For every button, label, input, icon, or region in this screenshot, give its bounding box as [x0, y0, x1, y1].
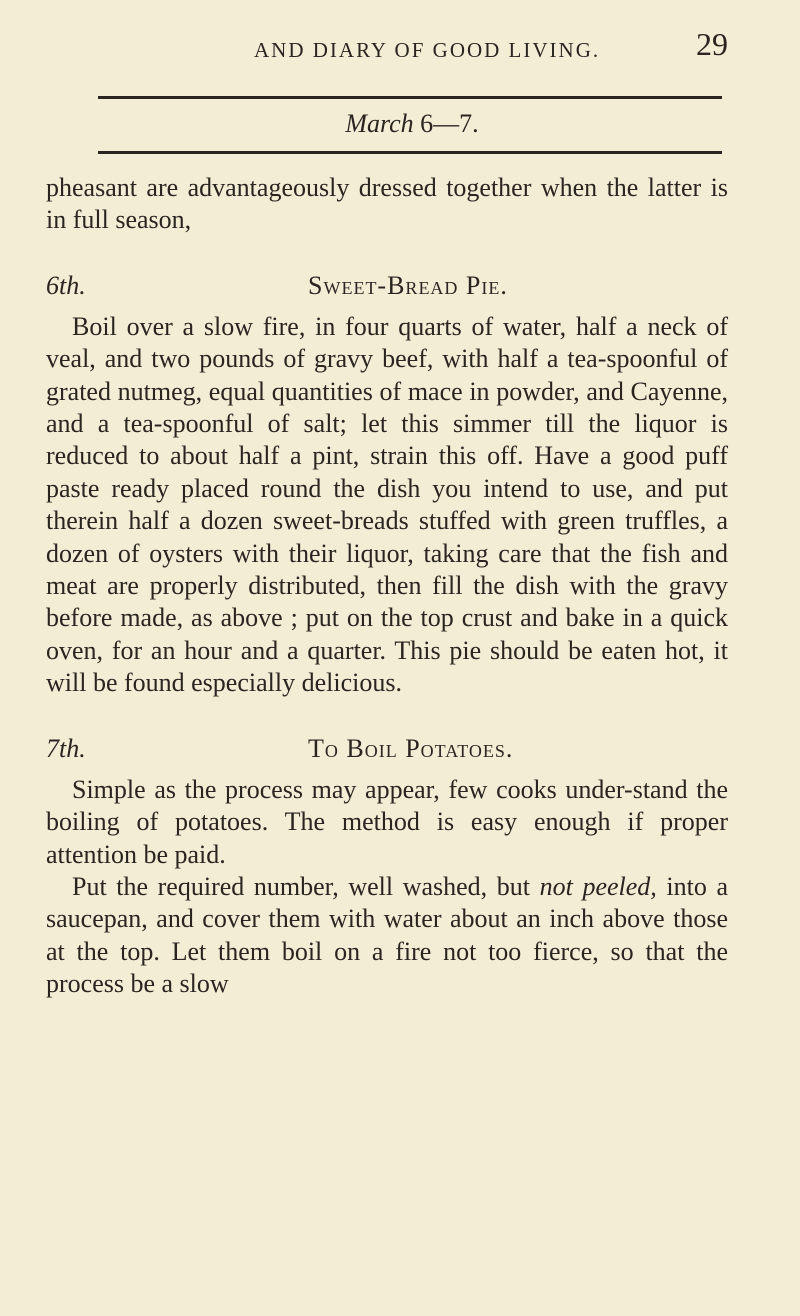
entry-title-7: To Boil Potatoes. — [308, 733, 514, 763]
page-number: 29 — [696, 26, 728, 62]
entry-heading-7 — [46, 734, 728, 764]
entry-body-7-para-2 — [46, 871, 728, 1001]
entry-heading-6 — [46, 271, 728, 301]
para-2-start: Put the required number, well washed, but — [72, 871, 531, 901]
top-rule — [98, 96, 722, 99]
running-title: AND DIARY OF GOOD LIVING. — [254, 38, 601, 62]
para-2-italic: not peeled, — [539, 871, 657, 901]
dateline-range: 6—7. — [420, 109, 479, 138]
entry-title-6: Sweet-Bread Pie. — [308, 270, 508, 300]
entry-body-7-para-1: Simple as the process may appear, few cooks under-stand the boiling of potatoes. The method is easy enough if proper attention be paid. — [46, 774, 728, 869]
para-2-end: into a saucepan, and cover them with water about an inch above those at the top. Let them boil on a fire not too fierce, so that the process be a slow — [46, 871, 728, 999]
continuation-paragraph: pheasant are advantageously dressed together when the latter is in full season, — [46, 173, 728, 235]
bottom-rule — [98, 151, 722, 154]
entry-body-6: Boil over a slow fire, in four quarts of water, half a neck of veal, and two pounds of gravy beef, with half a tea-spoonful of grated nutmeg, equal quantities of mace in powder, and Cayenne, and a tea-spoonful of salt; let this simmer till the liquor is reduced to about half a pint, strain this off. Have a good puff paste ready placed round the dish you intend to use, and put therein half a dozen sweet-breads stuffed with green truffles, a dozen of oysters with their liquor, taking care that the fish and meat are properly distributed, then fill the dish with the gravy before made, as above ; put on the top crust and bake in a quick oven, for an hour and a quarter. This pie should be eaten hot, it will be found especially delicious. — [46, 311, 728, 698]
running-head — [46, 0, 728, 60]
entry-day-7: 7th. — [46, 733, 86, 763]
entry-day-6: 6th. — [46, 270, 86, 300]
dateline — [96, 109, 728, 139]
dateline-month: March — [345, 109, 414, 138]
